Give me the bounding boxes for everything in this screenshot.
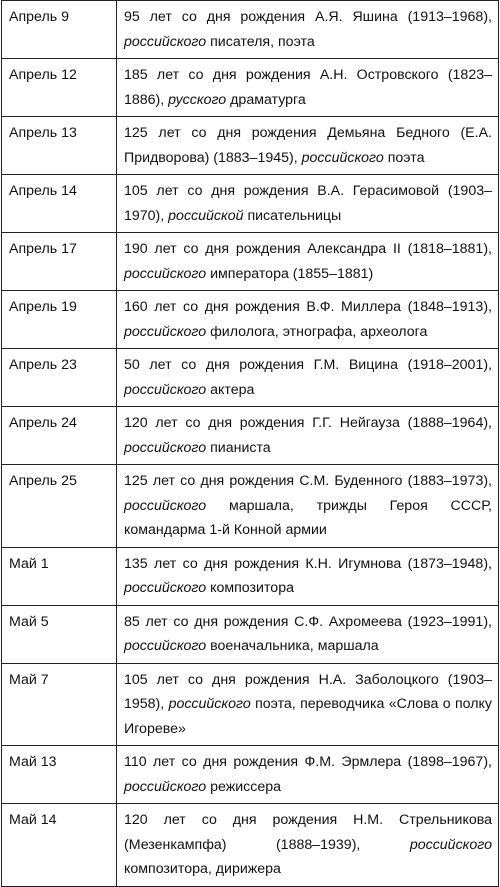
table-row (2, 804, 499, 887)
event-cell (117, 407, 499, 465)
event-role: композитора (206, 580, 294, 596)
table-row (2, 465, 499, 548)
nationality-adjective: российского (124, 33, 207, 50)
event-cell (117, 349, 499, 407)
event-cell (117, 59, 499, 117)
event-text: 50 лет со дня рождения Г.М. Вицина (1918–2001), (124, 357, 492, 373)
date-cell: Май 13 (2, 746, 117, 804)
event-cell (117, 465, 499, 548)
nationality-adjective: российского (409, 836, 492, 853)
nationality-adjective: российского (124, 497, 207, 514)
nationality-adjective: русского (168, 91, 227, 108)
date-cell: Апрель 19 (2, 291, 117, 349)
event-cell (117, 804, 499, 887)
nationality-adjective: российского (168, 696, 251, 712)
date-cell: Апрель 23 (2, 349, 117, 407)
date-cell: Май 5 (2, 605, 117, 663)
date-cell: Май 14 (2, 804, 117, 887)
event-role: военачальника, маршала (206, 638, 379, 654)
date-cell: Апрель 12 (2, 59, 117, 117)
table-row (2, 59, 499, 117)
table-row (2, 349, 499, 407)
nationality-adjective: российского (124, 323, 207, 340)
event-text: 95 лет со дня рождения А.Я. Яшина (1913–1968), (124, 9, 492, 25)
date-cell: Апрель 13 (2, 117, 117, 175)
table-row (2, 117, 499, 175)
event-role: актера (206, 381, 255, 398)
nationality-adjective: российского (124, 381, 207, 398)
nationality-adjective: российского (124, 638, 207, 654)
event-role: драматурга (226, 91, 306, 108)
nationality-adjective: российского (124, 265, 207, 282)
event-text: 120 лет со дня рождения Г.Г. Нейгауза (1888–1964), (124, 415, 492, 431)
nationality-adjective: российской (168, 207, 244, 224)
event-cell (117, 663, 499, 746)
event-text: 190 лет со дня рождения Александра II (1818–1881), (124, 241, 492, 257)
anniversary-table (1, 0, 499, 887)
event-role: маршала, трижды Героя СССР, командарма 1-й Конной армии (124, 497, 492, 538)
date-cell: Май 1 (2, 547, 117, 605)
nationality-adjective: российского (301, 149, 384, 166)
event-cell (117, 117, 499, 175)
event-cell (117, 547, 499, 605)
event-text: 110 лет со дня рождения Ф.М. Эрмлера (1898–1967), (124, 754, 492, 770)
event-role: пианиста (206, 439, 271, 456)
event-cell (117, 1, 499, 59)
table-row (2, 1, 499, 59)
date-cell: Май 7 (2, 663, 117, 746)
event-role: императора (1855–1881) (206, 265, 374, 282)
date-cell: Апрель 17 (2, 233, 117, 291)
table-row (2, 407, 499, 465)
event-text: 125 лет со дня рождения С.М. Буденного (1883–1973), (124, 473, 492, 489)
event-text: 185 лет со дня рождения А.Н. Островского (1823–1886), (124, 67, 492, 108)
event-cell (117, 291, 499, 349)
table-row (2, 605, 499, 663)
table-row (2, 663, 499, 746)
event-text: 105 лет со дня рождения В.А. Герасимовой (1903–1970), (124, 183, 492, 224)
table-row (2, 233, 499, 291)
event-cell (117, 746, 499, 804)
event-role: писателя, поэта (206, 33, 315, 50)
nationality-adjective: российского (124, 580, 207, 596)
event-text: 135 лет со дня рождения К.Н. Игумнова (1873–1948), (124, 555, 492, 572)
event-cell (117, 175, 499, 233)
event-cell (117, 233, 499, 291)
event-role: композитора, дирижера (124, 861, 281, 877)
event-text: 125 лет со дня рождения Демьяна Бедного (Е.А. Придворова) (1883–1945), (124, 125, 492, 166)
date-cell: Апрель 9 (2, 1, 117, 59)
event-text: 120 лет со дня рождения Н.М. Стрельникова (Мезенкампфа) (1888–1939), (124, 812, 492, 853)
event-role: поэта, переводчика «Слова о полку Игореве» (124, 696, 492, 737)
date-cell: Апрель 24 (2, 407, 117, 465)
nationality-adjective: российского (124, 439, 207, 456)
nationality-adjective: российского (124, 778, 207, 795)
table-row (2, 547, 499, 605)
event-text: 105 лет со дня рождения Н.А. Заболоцкого (1903–1958), (124, 671, 492, 712)
event-role: режиссера (206, 778, 282, 795)
event-text: 85 лет со дня рождения С.Ф. Ахромеева (1923–1991), (124, 613, 492, 630)
date-cell: Апрель 14 (2, 175, 117, 233)
event-role: поэта (383, 149, 425, 166)
date-cell: Апрель 25 (2, 465, 117, 548)
event-role: писательницы (243, 207, 342, 224)
table-row (2, 746, 499, 804)
table-row (2, 291, 499, 349)
event-role: филолога, этнографа, археолога (206, 323, 428, 340)
table-row (2, 175, 499, 233)
event-cell (117, 605, 499, 663)
anniversary-table-body (2, 1, 499, 887)
event-text: 160 лет со дня рождения В.Ф. Миллера (1848–1913), (124, 299, 492, 315)
